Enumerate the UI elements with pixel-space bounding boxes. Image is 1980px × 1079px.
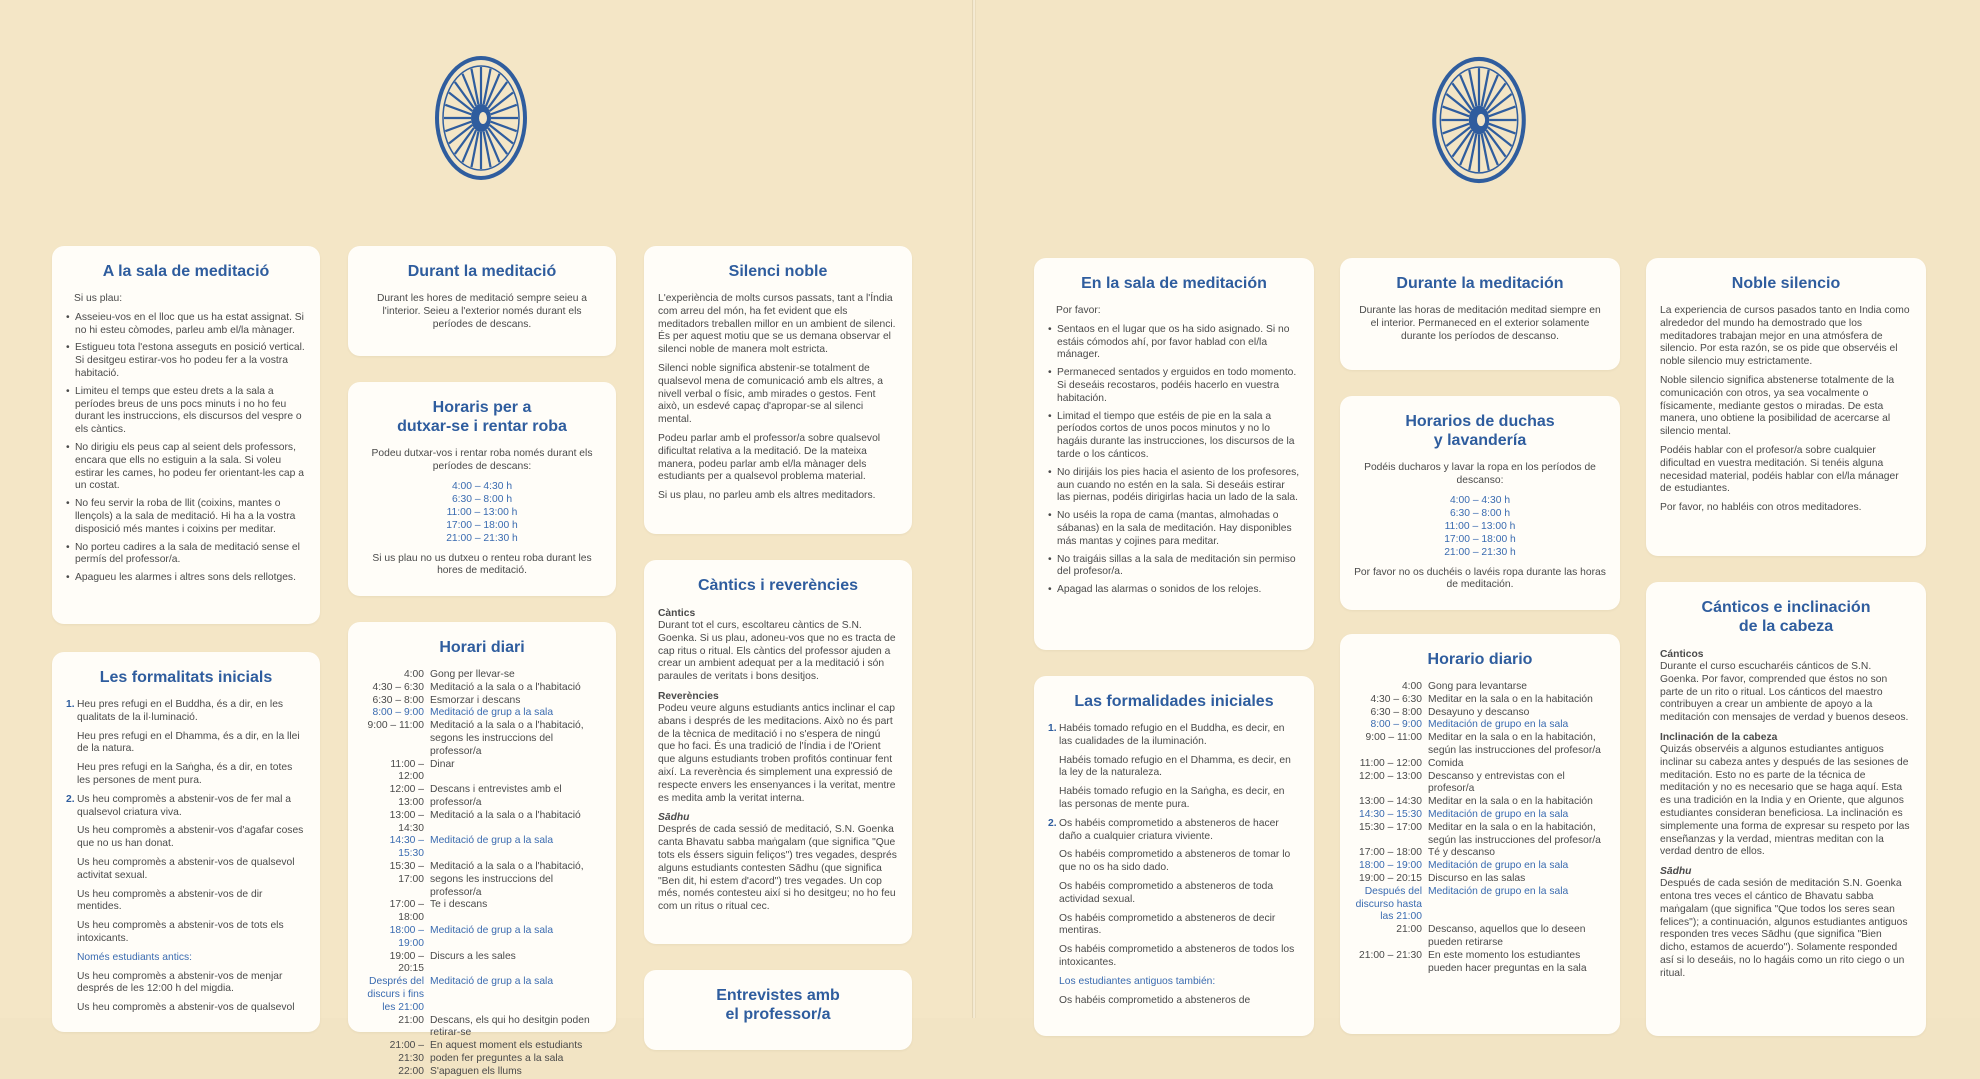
list-item [1048, 995, 1300, 1008]
title-line: y lavandería [1433, 432, 1527, 449]
dhamma-wheel-icon [424, 40, 538, 196]
schedule-table [1354, 681, 1606, 975]
schedule-time: 9:00 – 11:00 [367, 720, 424, 732]
schedule-activity: S'apaguen els llums [430, 1065, 522, 1077]
card-paragraph: Noble silencio significa abstenerse totalmente de la comunicación con otros, ya sea vocalmente o físicamente, mediante gestos o miradas. De esta manera, uno obtiene la posibilidad de acercarse al silencio mental. [1660, 374, 1895, 438]
rule-item: • Estigueu tota l'estona asseguts en posició vertical. Si desitgeu estirar-vos ho podeu fer a la vostra habitació. [66, 342, 306, 380]
card-title: Horario diario [1427, 651, 1533, 668]
card-title: Silenci noble [728, 263, 828, 280]
rules-list [1048, 324, 1300, 597]
card-paragraph: Después de cada sesión de meditación S.N. Goenka entona tres veces el cántico de Bhavatu sabba maṅgalam (que significa "Que todos los seres sean felices"); a continuación, algunos estudiantes antiguos responden tres veces Sādhu (que significa "Bien dicho, estamos de acuerdo"). Solamente responded así si lo deseáis, no lo hagáis como un rito ciego o un ritual. [1660, 878, 1908, 979]
card-title: Les formalitats inicials [99, 669, 273, 686]
card-formalidades [1034, 676, 1314, 1036]
schedule-time: 4:00 [1401, 681, 1422, 692]
rule-item: • No dirijáis los pies hacia el asiento de los profesores, aun cuando no estén en la sala. Si deseáis estirar las piernas, podéis dirigirlas hacia un lado de la sala. [1048, 467, 1300, 505]
card-title: Las formalidades iniciales [1074, 693, 1274, 710]
card-durant-meditacio [348, 246, 616, 356]
schedule-time: 19:00 – 20:15 [1359, 872, 1422, 884]
card-duchas [1340, 396, 1620, 610]
card-title [362, 398, 602, 436]
rule-item: • Asseieu-vos en el lloc que us ha estat assignat. Si no hi esteu còmodes, parleu amb el/la mànager. [66, 312, 306, 338]
schedule-time: 21:00 [398, 1014, 424, 1026]
precept-text: Os habéis comprometido a absteneros de toda actividad sexual. [1059, 880, 1274, 905]
list-number: 2. [66, 793, 75, 805]
schedule-activity: Meditar en la sala o en la habitación [1428, 693, 1593, 705]
precept-text: Us heu compromès a abstenir-vos de dir mentides. [77, 888, 263, 913]
schedule-activity: Descanso y entrevistas con el profesor/a [1428, 770, 1565, 795]
schedule-activity: Gong para levantarse [1428, 681, 1528, 692]
schedule-activity: Discurs a les sales [430, 950, 516, 962]
section-heading: Càntics [658, 608, 696, 619]
schedule-time: 22:00 [398, 1065, 424, 1077]
refuge-text: Heu pres refugi en la Saṅgha, és a dir, en totes les persones de ment pura. [77, 762, 293, 786]
schedule-time: 4:00 [403, 669, 424, 680]
time-slot: 21:00 – 21:30 h [1444, 546, 1516, 558]
schedule-activity: Meditació de grup a la sala [430, 976, 554, 988]
schedule-activity: Meditación de grupo en la sala [1428, 860, 1569, 872]
schedule-time: 13:00 – 14:30 [1359, 796, 1422, 808]
schedule-activity: Descanso, aquellos que lo deseen pueden retirarse [1428, 924, 1586, 948]
rules-list [66, 312, 306, 585]
time-slot: 11:00 – 13:00 h [1444, 520, 1516, 532]
list-item [1048, 881, 1300, 907]
precept-text: Us heu compromès a abstenir-vos d'agafar coses que no us han donat. [77, 825, 304, 850]
schedule-time: 6:30 – 8:00 [1370, 706, 1422, 718]
card-intro: Si us plau: [74, 293, 123, 304]
schedule-activity: Meditació a la sala o a l'habitació, segons les instruccions del professor/a [430, 720, 584, 757]
refuge-text: Habéis tomado refugio en el Buddha, es decir, en las cualidades de la iluminación. [1059, 723, 1285, 747]
title-line: el professor/a [725, 1006, 831, 1023]
list-item [66, 920, 306, 946]
schedule-activity: En aquest moment els estudiants poden fer preguntes a la sala [430, 1040, 583, 1064]
precept-text: Us heu compromès a abstenir-vos de fer mal a qualsevol criatura viva. [77, 793, 292, 818]
card-entrevistes [644, 970, 912, 1050]
page-catalan [0, 0, 972, 1077]
list-item [1048, 786, 1300, 812]
time-slot: 6:30 – 8:00 h [451, 493, 513, 505]
schedule-time: 21:00 – 21:30 [1359, 949, 1422, 961]
precept-text: Us heu compromès a abstenir-vos de menjar després de les 12:00 h del migdia. [77, 970, 283, 995]
schedule-activity: Comida [1428, 757, 1464, 769]
card-paragraph: Quizás observéis a algunos estudiantes antiguos inclinar su cabeza antes y después de las sesiones de meditación. Esto no es parte de la técnica de meditación y no es necesario que se haga aquí. Esta es una tradición en la India y en Oriente, que algunos estudiantes consideran beneficiosa. La inclinación es simplemente una forma de expresar su respeto por las enseñanzas y la verdad, mientras meditan con la verdad dentro de ellos. [1660, 743, 1910, 858]
schedule-activity: Te i descans [430, 899, 488, 911]
card-paragraph: La experiencia de cursos pasados tanto en India como alrededor del mundo ha demostrado que los meditadores trabajan mejor en una atmósfera de silencio. Por esta razón, se os pide que observéis el noble silencio muy estrictamente. [1660, 305, 1910, 368]
list-item [1048, 755, 1300, 781]
section-heading: Cánticos [1660, 649, 1704, 660]
card-noble-silencio [1646, 258, 1926, 556]
card-title: A la sala de meditació [102, 263, 270, 280]
schedule-time: 4:30 – 6:30 [1370, 693, 1422, 705]
schedule-time: 18:00 – 19:00 [1359, 860, 1422, 872]
list-item [66, 889, 306, 915]
refuge-text: Heu pres refugi en el Buddha, és a dir, en les qualitats de la il·luminació. [77, 699, 284, 723]
list-item [66, 794, 306, 820]
schedule-activity: Discurso en las salas [1428, 872, 1526, 884]
list-number: 2. [1048, 817, 1057, 829]
card-sala-meditacio [52, 246, 320, 624]
card-horario-diario [1340, 634, 1620, 1034]
schedule-activity: Meditar en la sala o en la habitación, según las instrucciones del profesor/a [1428, 732, 1601, 756]
refuge-text: Habéis tomado refugio en el Dhamma, es decir, en la ley de la naturaleza. [1059, 754, 1291, 779]
precept-text: Os habéis comprometido a absteneros de hacer daño a cualquier criatura viviente. [1059, 817, 1279, 842]
card-title: Horari diari [439, 639, 525, 656]
card-title: Durant la meditació [407, 263, 557, 280]
schedule-time: 15:30 – 17:00 [1359, 821, 1422, 833]
formalities-list [66, 699, 306, 1015]
list-item [1048, 723, 1300, 749]
card-paragraph: Por favor, no habléis con otros meditadores. [1660, 502, 1862, 514]
schedule-time: 17:00 – 18:00 [389, 899, 424, 924]
card-text: Durant les hores de meditació sempre seieu a l'interior. Seieu a l'exterior només durant els períodes de descans. [376, 293, 588, 330]
schedule-activity: Meditació de grup a la sala [430, 835, 554, 847]
list-item [66, 1002, 306, 1015]
precept-text: Os habéis comprometido a absteneros de decir mentiras. [1059, 912, 1276, 937]
schedule-activity: Meditació a la sala o a l'habitació, segons les instruccions del professor/a [430, 860, 584, 898]
schedule-activity: Desayuno y descanso [1428, 706, 1530, 718]
card-title: Durante la meditación [1396, 275, 1564, 292]
precept-text: Us heu compromès a abstenir-vos de qualsevol activitat sexual. [77, 856, 295, 881]
card-paragraph: Durant tot el curs, escoltareu càntics de S.N. Goenka. Si us plau, adoneu-vos que no es tracta de cap ritus o ritual. Els càntics del professor ajuden a crear un ambient adequat per a la meditació i són paraules de veritats i bons desitjos. [658, 620, 896, 683]
card-horari-diari [348, 622, 616, 1077]
list-item [66, 825, 306, 851]
rule-item: • Apagad las alarmas o sonidos de los relojes. [1048, 584, 1300, 597]
card-paragraph: Silenci noble significa abstenir-se totalment de qualsevol mena de comunicació amb els altres, a nivell verbal o físic, amb mirades o gestos. Fent això, un esdevé capaç d'apropar-se al silenci mental. [658, 362, 883, 426]
old-students-label: Només estudiants antics: [77, 951, 193, 963]
list-item [1048, 976, 1300, 989]
list-item [66, 857, 306, 883]
times-list [1354, 494, 1606, 559]
times-list [362, 480, 602, 545]
card-paragraph: Durante el curso escucharéis cánticos de S.N. Goenka. Por favor, comprended que éstos no son parte de un rito o ritual. Los cánticos del maestro contribuyen a crear un ambiente de apoyo a la meditación con mensajes de verdad y buenos deseos. [1660, 661, 1909, 724]
time-slot: 4:00 – 4:30 h [451, 480, 513, 492]
schedule-activity: Meditación de grupo en la sala [1428, 719, 1569, 731]
card-canticos [1646, 582, 1926, 1036]
list-item [1048, 944, 1300, 970]
list-item [1048, 849, 1300, 875]
title-line: Horarios de duchas [1405, 413, 1555, 430]
rule-item: • Apagueu les alarmes i altres sons dels rellotges. [66, 572, 306, 585]
list-item [66, 971, 306, 997]
schedule-activity: Gong per llevar-se [430, 669, 515, 680]
card-durante-meditacion [1340, 258, 1620, 370]
card-formalitats [52, 652, 320, 1032]
card-sala-meditacion [1034, 258, 1314, 650]
card-dutxes [348, 382, 616, 596]
schedule-time: 12:00 – 13:00 [1359, 770, 1422, 782]
schedule-activity: Meditar en la sala o en la habitación [1428, 796, 1593, 808]
schedule-table [362, 669, 602, 1079]
list-item [66, 699, 306, 725]
list-item [1048, 818, 1300, 844]
time-slot: 4:00 – 4:30 h [1449, 494, 1511, 506]
card-text: Durante las horas de meditación meditad siempre en el interior. Permaneced en el exterior solamente durante los períodos de descanso. [1359, 305, 1601, 342]
section-heading: Reverències [658, 690, 719, 702]
refuge-text: Heu pres refugi en el Dhamma, és a dir, en la llei de la natura. [77, 730, 300, 755]
title-line: Entrevistes amb [716, 987, 840, 1004]
list-number: 1. [1048, 723, 1057, 734]
card-text: Podéis ducharos y lavar la ropa en los períodos de descanso: [1364, 462, 1596, 486]
schedule-activity: Dinar [430, 758, 455, 770]
schedule-time: 12:00 – 13:00 [389, 784, 424, 808]
card-paragraph: Podeu parlar amb el professor/a sobre qualsevol dificultat relativa a la meditació. De la mateixa manera, podeu parlar amb el/la mànager dels estudiants per a qualsevol problema material. [658, 432, 881, 483]
schedule-activity: Meditació a la sala o a l'habitació [430, 809, 581, 821]
schedule-time: 14:30 – 15:30 [389, 835, 424, 860]
time-slot: 17:00 – 18:00 h [1444, 533, 1516, 545]
schedule-time: 21:00 – 21:30 [389, 1040, 424, 1064]
schedule-time: 19:00 – 20:15 [389, 950, 424, 975]
list-item [66, 731, 306, 757]
list-item [66, 762, 306, 788]
list-item [1048, 913, 1300, 939]
title-line: de la cabeza [1738, 618, 1834, 635]
card-title: Noble silencio [1731, 275, 1841, 292]
schedule-time: 21:00 [1396, 924, 1422, 936]
time-slot: 11:00 – 13:00 h [446, 506, 518, 518]
schedule-time: 8:00 – 9:00 [1370, 719, 1422, 731]
precept-text: Us heu compromès a abstenir-vos de tots els intoxicants. [77, 920, 284, 944]
card-intro: Por favor: [1056, 305, 1101, 316]
schedule-time: 14:30 – 15:30 [1359, 808, 1422, 820]
card-note: Si us plau no us dutxeu o renteu roba durant les hores de meditació. [372, 552, 592, 577]
section-heading: Inclinación de la cabeza [1660, 731, 1778, 743]
rule-item: • Limiteu el temps que esteu drets a la sala a períodes breus de uns pocs minuts i no ho feu durant les instruccions, els discursos del vespre o els càntics. [66, 386, 306, 437]
schedule-time: Després del discurs i fins les 21:00 [367, 976, 424, 1013]
card-paragraph: Després de cada sessió de meditació, S.N. Goenka canta Bhavatu sabba maṅgalam (que significa "Que tots els éssers siguin feliços") tres vegades, després alguns estudiants contesten Sādhu (que significa "Ben dit, hi estem d'acord") tres vegades. Un cop més, només contesteu així si ho desitgeu; no ho feu com un ritus o ritual cec. [658, 824, 897, 913]
card-title: En la sala de meditación [1081, 275, 1267, 292]
dhamma-wheel-icon [1421, 40, 1537, 200]
title-line: Horaris per a [432, 399, 532, 416]
card-note: Por favor no os duchéis o lavéis ropa durante las horas de meditación. [1354, 566, 1606, 591]
rule-item: • No feu servir la roba de llit (coixins, mantes o llençols) a la sala de meditació. Hi ha a la vostra disposició més mantes i coixins per meditar. [66, 498, 306, 536]
card-paragraph: L'experiència de molts cursos passats, tant a l'Índia com arreu del món, ha fet evident que els meditadors treballen millor en un ambient de silenci. És per aquest motiu que se us demana observar el silenci noble de manera molt estricta. [658, 293, 896, 356]
rule-item: • Permaneced sentados y erguidos en todo momento. Si deseáis recostaros, podéis hacerlo en vuestra habitación. [1048, 367, 1300, 405]
schedule-time: 13:00 – 14:30 [389, 809, 424, 834]
schedule-time: 11:00 – 12:00 [1359, 757, 1422, 769]
schedule-activity: Meditació de grup a la sala [430, 707, 554, 719]
refuge-text: Habéis tomado refugio en la Saṅgha, es decir, en las personas de mente pura. [1059, 786, 1285, 810]
card-paragraph: Si us plau, no parleu amb els altres meditadors. [658, 490, 876, 502]
rule-item: • No traigáis sillas a la sala de meditación sin permiso del profesor/a. [1048, 554, 1300, 580]
time-slot: 21:00 – 21:30 h [446, 532, 518, 544]
card-title: Càntics i reverències [697, 577, 859, 594]
card-title [1660, 598, 1912, 636]
precept-text: Os habéis comprometido a absteneros de tomar lo que no os ha sido dado. [1059, 849, 1291, 874]
schedule-time: 6:30 – 8:00 [372, 694, 424, 706]
list-number: 1. [66, 699, 75, 710]
card-paragraph: Podéis hablar con el profesor/a sobre cualquier dificultad en vuestra meditación. Si tenéis alguna necesidad material, podéis hablar con el/la mánager de estudiantes. [1660, 444, 1899, 495]
rule-item: • No uséis la ropa de cama (mantas, almohadas o sábanas) en la sala de meditación. Hay disponibles más mantas y cojines para meditar. [1048, 510, 1300, 548]
card-paragraph: Podeu veure alguns estudiants antics inclinar el cap abans i després de les meditacions. Això no és part de la tècnica de meditació i no s'espera de ningú que ho faci. És una tradició de l'Índia i de l'Orient que alguns estudiants troben profitós continuar fent així. La reverència és simplement una expressió de respecte envers les ensenyances i la veritat, mentre es medita amb la veritat interna. [658, 702, 896, 804]
section-heading: Sādhu [658, 812, 690, 824]
rule-item: • No porteu cadires a la sala de meditació sense el permís del professor/a. [66, 542, 306, 568]
schedule-time: 15:30 – 17:00 [389, 860, 424, 885]
schedule-time: 4:30 – 6:30 [372, 681, 424, 693]
rule-item: • Limitad el tiempo que estéis de pie en la sala a períodos cortos de unos pocos minutos y no lo hagáis durante las instrucciones, los discursos de la tarde o los cánticos. [1048, 411, 1300, 462]
schedule-activity: Meditación de grupo en la sala [1428, 885, 1569, 897]
schedule-activity: Descans i entrevistes amb el professor/a [430, 784, 562, 808]
schedule-activity: En este momento los estudiantes pueden hacer preguntas en la sala [1428, 949, 1587, 974]
schedule-time: 11:00 – 12:00 [390, 758, 424, 783]
schedule-activity: Meditación de grupo en la sala [1428, 808, 1569, 820]
schedule-activity: Descans, els qui ho desitgin poden retirar-se [430, 1014, 590, 1039]
page-spanish [976, 0, 1980, 1018]
section-heading: Sādhu [1660, 866, 1692, 878]
old-students-label: Los estudiantes antiguos también: [1059, 975, 1216, 987]
card-title [658, 986, 898, 1024]
precept-text: Us heu compromès a abstenir-vos de qualsevol [77, 1002, 295, 1014]
title-line: Cánticos e inclinación [1701, 599, 1871, 616]
schedule-time: 17:00 – 18:00 [1359, 847, 1422, 859]
schedule-activity: Té y descanso [1428, 847, 1495, 859]
schedule-time: 18:00 – 19:00 [389, 924, 424, 949]
list-item [66, 952, 306, 965]
schedule-time: 9:00 – 11:00 [1365, 732, 1422, 744]
card-silenci-noble [644, 246, 912, 534]
precept-text: Os habéis comprometido a absteneros de todos los intoxicantes. [1059, 944, 1295, 968]
rule-item: • No dirigiu els peus cap al seient dels professors, encara que ells no estiguin a la sala. Si voleu estirar les cames, ho podeu fer orientant-les cap a un costat. [66, 442, 306, 493]
schedule-activity: Meditació de grup a la sala [430, 924, 554, 936]
card-cantics [644, 560, 912, 944]
rule-item: • Sentaos en el lugar que os ha sido asignado. Si no estáis cómodos ahí, por favor hablad con el/la mánager. [1048, 324, 1300, 362]
schedule-time: 8:00 – 9:00 [372, 707, 424, 719]
schedule-activity: Esmorzar i descans [430, 694, 521, 706]
schedule-activity: Meditació a la sala o a l'habitació [430, 681, 581, 693]
precept-text: Os habéis comprometido a absteneros de [1059, 994, 1251, 1006]
title-line: dutxar-se i rentar roba [397, 418, 567, 435]
time-slot: 17:00 – 18:00 h [446, 519, 518, 531]
card-title [1354, 412, 1606, 450]
formalities-list [1048, 723, 1300, 1007]
schedule-activity: Meditar en la sala o en la habitación, según las instrucciones del profesor/a [1428, 821, 1601, 846]
schedule-time: Después del discurso hasta las 21:00 [1355, 885, 1422, 923]
card-text: Podeu dutxar-vos i rentar roba només durant els períodes de descans: [371, 448, 593, 472]
time-slot: 6:30 – 8:00 h [1449, 507, 1511, 519]
